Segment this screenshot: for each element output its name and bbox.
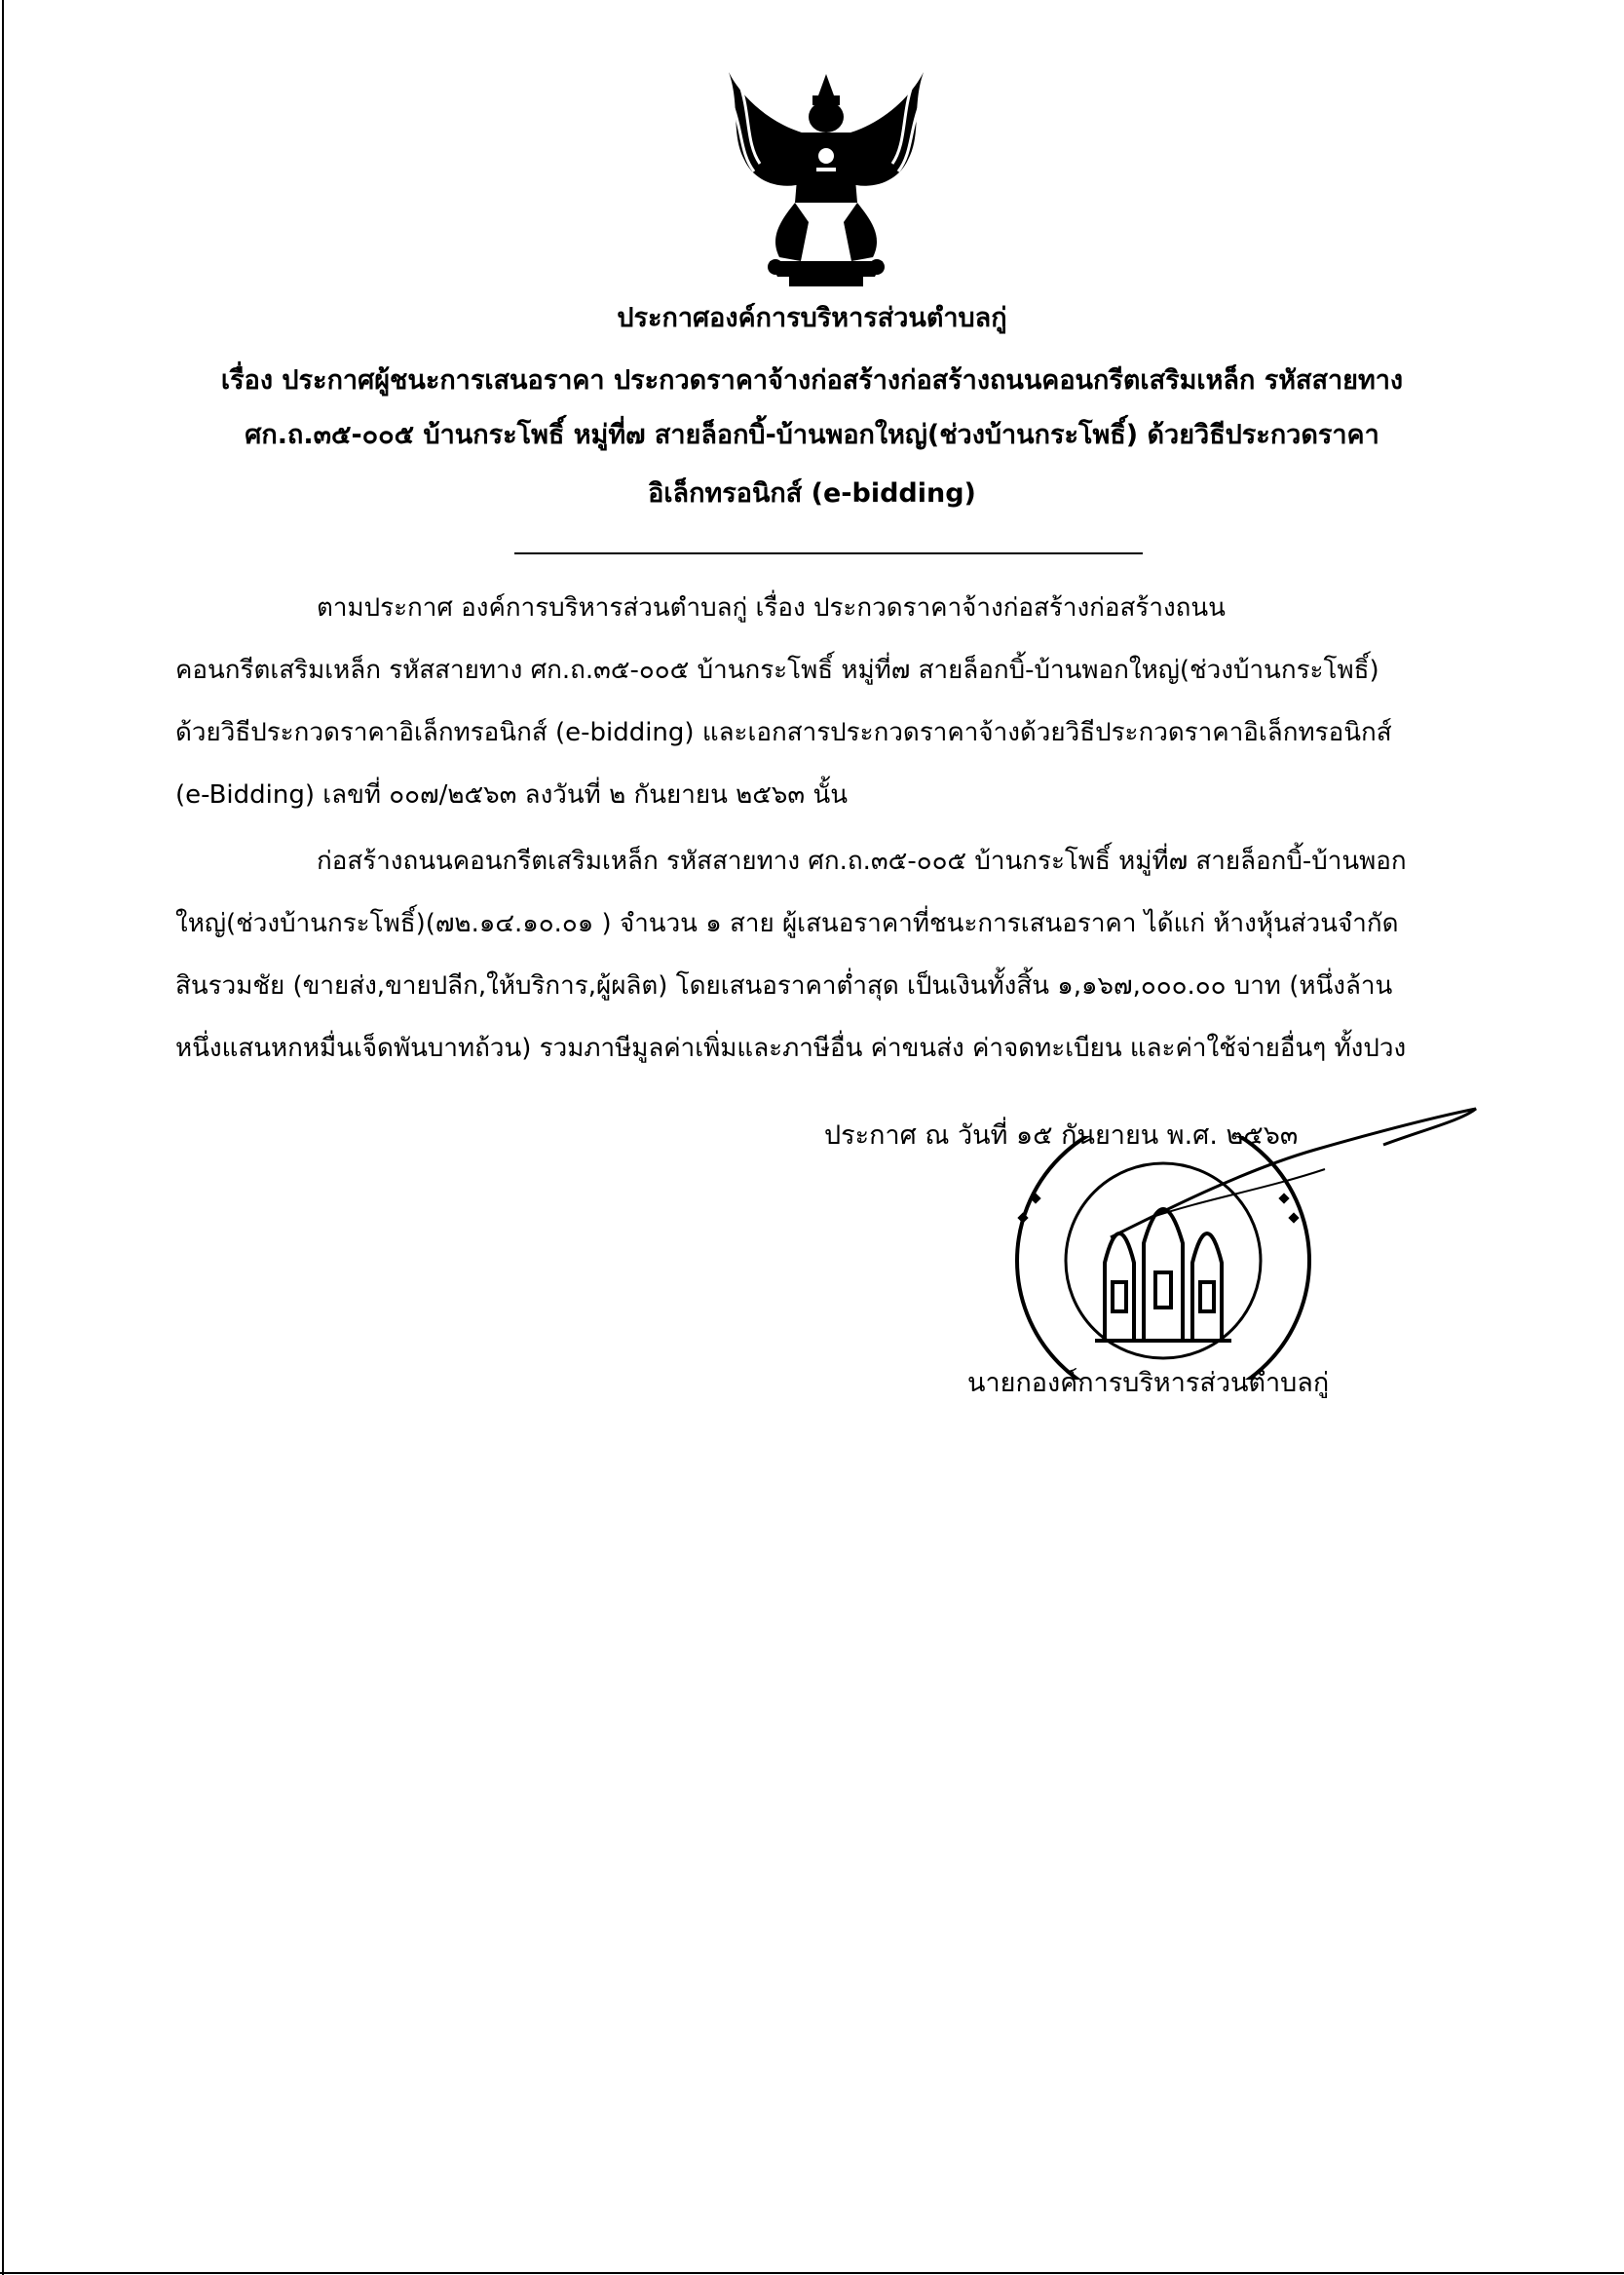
scan-edge-bottom xyxy=(0,2272,1624,2274)
handwritten-signature-icon xyxy=(1091,1101,1481,1247)
subject-line-3: อิเล็กทรอนิกส์ (e-bidding) xyxy=(648,478,976,509)
garuda-emblem-icon xyxy=(711,66,941,292)
paragraph-line: คอนกรีตเสริมเหล็ก รหัสสายทาง ศก.ถ.๓๕-๐๐๕ บ้านกระโพธิ์ หมู่ที่๗ สายล็อกบิ้-บ้านพอกใหญ่(ช่วงบ้านกระโพธิ์) xyxy=(175,656,1379,685)
paragraph-line: หนึ่งแสนหกหมื่นเจ็ดพันบาทถ้วน) รวมภาษีมูลค่าเพิ่มและภาษีอื่น ค่าขนส่ง ค่าจดทะเบียน และค่าใช้จ่ายอื่นๆ ทั้งปวง xyxy=(175,1034,1407,1063)
paragraph-line: ก่อสร้างถนนคอนกรีตเสริมเหล็ก รหัสสายทาง ศก.ถ.๓๕-๐๐๕ บ้านกระโพธิ์ หมู่ที่๗ สายล็อกบิ้-บ้านพอก xyxy=(317,847,1407,876)
paragraph-line: ตามประกาศ องค์การบริหารส่วนตำบลกู่ เรื่อง ประกวดราคาจ้างก่อสร้างก่อสร้างถนน xyxy=(317,593,1226,623)
signer-title: นายกองค์การบริหารส่วนตำบลกู่ xyxy=(967,1368,1330,1398)
paragraph-line: ด้วยวิธีประกวดราคาอิเล็กทรอนิกส์ (e-bidding) และเอกสารประกวดราคาจ้างด้วยวิธีประกวดราคาอิเล็กทรอนิกส์ xyxy=(175,718,1392,747)
subject-line-2: ศก.ถ.๓๕-๐๐๕ บ้านกระโพธิ์ หมู่ที่๗ สายล็อกบิ้-บ้านพอกใหญ่(ช่วงบ้านกระโพธิ์) ด้วยวิธีประกวดราคา xyxy=(245,420,1379,450)
document-title: ประกาศองค์การบริหารส่วนตำบลกู่ xyxy=(617,303,1007,333)
announcement-date: ประกาศ ณ วันที่ ๑๕ กันยายน พ.ศ. ๒๕๖๓ xyxy=(824,1120,1299,1151)
paragraph-line: ใหญ่(ช่วงบ้านกระโพธิ์)(๗๒.๑๔.๑๐.๐๑ ) จำนวน ๑ สาย ผู้เสนอราคาที่ชนะการเสนอราคา ได้แก่ ห้างหุ้นส่วนจำกัด xyxy=(175,909,1399,938)
paragraph-line: (e-Bidding) เลขที่ ๐๐๗/๒๕๖๓ ลงวันที่ ๒ กันยายน ๒๕๖๓ นั้น xyxy=(175,780,849,810)
paragraph-line: สินรวมชัย (ขายส่ง,ขายปลีก,ให้บริการ,ผู้ผลิต) โดยเสนอราคาต่ำสุด เป็นเงินทั้งสิ้น ๑,๑๖๗,๐๐๐.๐๐ บาท (หนึ่งล้าน xyxy=(175,971,1393,1001)
subject-line-1: เรื่อง ประกาศผู้ชนะการเสนอราคา ประกวดราคาจ้างก่อสร้างก่อสร้างถนนคอนกรีตเสริมเหล็ก รหัสสายทาง xyxy=(220,365,1404,396)
title-divider xyxy=(514,552,1143,554)
